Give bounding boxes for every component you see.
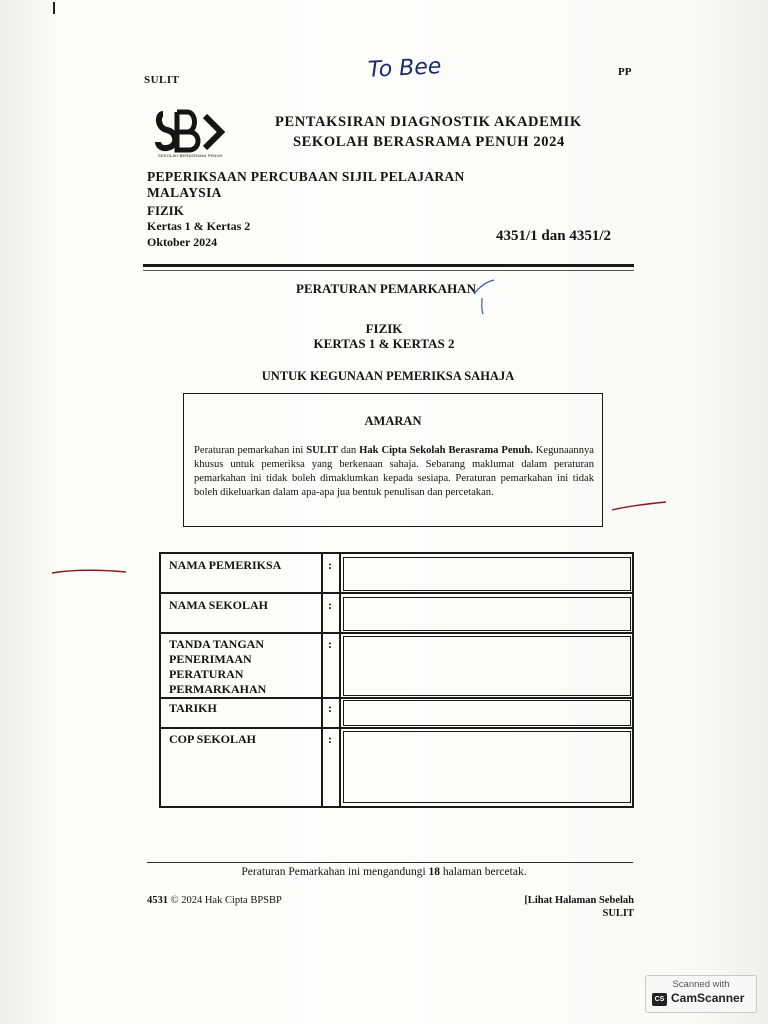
exam-code: 4351/1 dan 4351/2: [496, 228, 612, 244]
examiner-form: [159, 552, 634, 808]
marking-scheme-title: PERATURAN PEMARKAHAN: [296, 281, 476, 296]
form-colon: :: [328, 701, 332, 715]
copyright-code: 4531: [147, 895, 168, 906]
header-title-line2: SEKOLAH BERASRAMA PENUH 2024: [293, 134, 565, 150]
red-pen-stroke-left: [50, 565, 130, 579]
classification-label-top: SULIT: [144, 74, 180, 86]
warning-text-sulit: SULIT: [306, 445, 339, 456]
page-count-note-post: halaman bercetak.: [440, 866, 527, 878]
form-label-tanda-tangan: TANDA TANGAN PENERIMAAN PERATURAN PERMARKAHAN: [169, 637, 267, 696]
camscanner-badge: [645, 975, 757, 1013]
form-label-cop-sekolah: COP SEKOLAH: [169, 732, 257, 746]
examiner-only-notice: UNTUK KEGUNAAN PEMERIKSA SAHAJA: [261, 369, 515, 383]
header-rule: [143, 264, 634, 267]
form-row-divider: [161, 592, 632, 594]
form-row-divider: [161, 632, 632, 634]
header-rule-thin: [143, 270, 634, 271]
next-page-note: [Lihat Halaman Sebelah: [524, 895, 634, 906]
camscanner-brand: CamScanner: [671, 991, 745, 1005]
logo-caption: SEKOLAH BERASRAMA PENUH: [158, 153, 223, 158]
warning-text-mid: dan: [338, 445, 360, 456]
classification-label-bottom: SULIT: [602, 908, 634, 919]
warning-text-copyright: Hak Cipta Sekolah Berasrama Penuh.: [359, 445, 533, 456]
header-title-line1: PENTAKSIRAN DIAGNOSTIK AKADEMIK: [275, 114, 582, 130]
red-pen-stroke-right: [610, 498, 670, 514]
form-colon: :: [328, 598, 332, 612]
form-row-divider: [161, 727, 632, 729]
exam-date: Oktober 2024: [147, 235, 218, 249]
pp-label: PP: [618, 66, 632, 78]
warning-text-pre: Peraturan pemarkahan ini: [194, 445, 307, 456]
tanda-tangan-field[interactable]: [343, 636, 631, 696]
page-count-note-pre: Peraturan Pemarkahan ini mengandungi: [241, 866, 429, 878]
copyright-line: [147, 895, 282, 906]
marking-subject: FIZIK: [365, 321, 403, 336]
blue-pen-tick: [470, 276, 500, 316]
form-row-divider: [161, 697, 632, 699]
scan-corner-mark: [48, 0, 60, 18]
exam-papers: Kertas 1 & Kertas 2: [147, 219, 251, 233]
warning-title: AMARAN: [364, 414, 422, 428]
exam-subject: FIZIK: [147, 203, 184, 218]
camscanner-logo-icon: CS: [652, 993, 667, 1006]
form-colon: :: [328, 732, 332, 746]
form-colon: :: [328, 637, 332, 651]
page-count: 18: [428, 866, 441, 878]
exam-name: PEPERIKSAAN PERCUBAAN SIJIL PELAJARAN MALAYSIA: [147, 169, 465, 200]
footer-rule: [147, 862, 633, 863]
form-colon: :: [328, 558, 332, 572]
page-count-note: [0, 866, 768, 878]
warning-text-post: Kegunaannya khusus untuk pemeriksa yang berkenaan sahaja. Sebarang maklumat dalam peraturan pemarkahan ini tidak boleh dimaklumkan kepada sesiapa. Peraturan pemarkahan ini tidak boleh dikeluarkan dalam apa-apa jua bentuk penulisan dan percetakan.: [194, 445, 595, 498]
form-label-nama-pemeriksa: NAMA PEMERIKSA: [169, 558, 282, 572]
form-label-tarikh: TARIKH: [169, 701, 217, 715]
warning-text: [194, 444, 594, 500]
nama-sekolah-field[interactable]: [343, 597, 631, 631]
handwritten-note: To Bee: [367, 54, 442, 83]
tarikh-field[interactable]: [343, 700, 631, 726]
form-label-nama-sekolah: NAMA SEKOLAH: [169, 598, 269, 612]
marking-papers: KERTAS 1 & KERTAS 2: [313, 336, 455, 351]
warning-box: [183, 393, 603, 527]
nama-pemeriksa-field[interactable]: [343, 557, 631, 591]
cop-sekolah-field[interactable]: [343, 731, 631, 803]
copyright-text: © 2024 Hak Cipta BPSBP: [170, 895, 282, 906]
scanned-with-label: Scanned with: [672, 979, 730, 990]
